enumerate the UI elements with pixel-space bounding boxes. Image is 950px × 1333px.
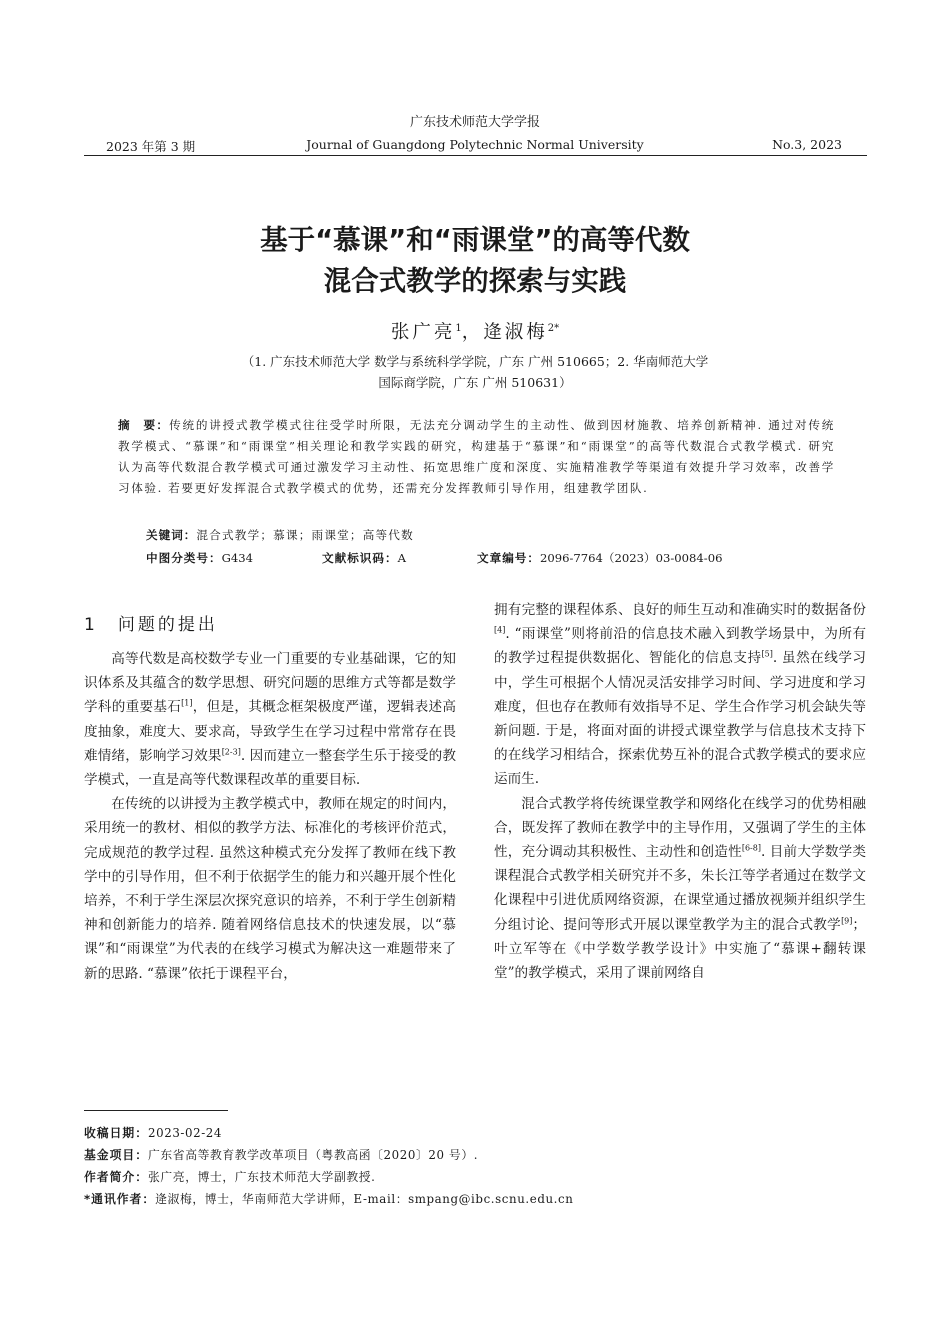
paragraph: 在传统的以讲授为主教学模式中，教师在规定的时间内，采用统一的教材、相似的教学方法、标准化的考核评价范式，完成规范的教学过程. 虽然这种模式充分发挥了教师在线下教学中的引导作用，但不利于依据学生的能力和兴趣开展个性化培养，不利于学生深层次探究意识的培养，不利于学生创新精神和创新能力的培养. 随着网络信息技术的快速发展，以“慕课”和“雨课堂”为代表的在线学习模式为解决这一难题带来了新的思路. “慕课”依托于课程平台， [84, 796, 456, 982]
citation: [5] [761, 649, 773, 659]
affiliations [0, 351, 950, 393]
footnote-funding [84, 1146, 478, 1163]
abstract-text: 传统的讲授式教学模式往往受学时所限，无法充分调动学生的主动性、做到因材施教、培养创新精神. 通过对传统教学模式、“慕课”和“雨课堂”相关理论和教学实践的研究，构建基于“慕课”和“雨课堂”的高等代数混合式教学模式. 研究认为高等代数混合教学模式可通过激发学习主动性、拓宽思维广度和深度、实施精准教学等渠道有效提升学习效率，改善学习体验. 若要更好发挥混合式教学模式的优势，还需充分发挥教师引导作用，组建教学团队. [118, 418, 835, 495]
citation: [2-3] [221, 747, 241, 757]
footnote-value: 张广亮，博士，广东技术师范大学副教授. [148, 1170, 376, 1184]
header-rule [84, 155, 867, 156]
text-run: ，但是，其概念框架极度严谨，逻辑表述高度抽象，难度大、要求高，导致学生在学习过程中常常存在畏难情绪，影响学习效果 [84, 699, 457, 764]
citation: [6-8] [741, 843, 761, 853]
footnote-author-bio [84, 1168, 376, 1185]
author-2-sup: 2* [547, 322, 560, 334]
clc-value: G434 [221, 551, 253, 565]
footnote-label: 基金项目： [84, 1148, 148, 1162]
left-column [84, 647, 456, 986]
author-separator: ， [461, 322, 484, 343]
author-2: 逄淑梅 [483, 322, 548, 343]
art-label: 文章编号： [477, 551, 540, 565]
authors [0, 318, 950, 344]
citation: [9] [841, 916, 853, 926]
footnote-value: 广东省高等教育教学改革项目（粤教高函〔2020〕20 号）. [148, 1148, 479, 1162]
journal-name-header: 广东技术师范大学学报 [409, 115, 540, 130]
section-heading: 1 问题的提出 [84, 615, 218, 635]
keywords [146, 527, 414, 543]
doc-value: A [397, 551, 406, 565]
abstract-label: 摘 要： [118, 418, 170, 432]
paragraph [84, 647, 456, 792]
paragraph [494, 598, 866, 792]
clc-number [146, 550, 253, 566]
footnote-label: 收稿日期： [84, 1126, 148, 1140]
doc-label: 文献标识码： [322, 551, 398, 565]
author-1: 张广亮 [390, 322, 456, 343]
article-title [0, 220, 950, 302]
keywords-label: 关键词： [146, 528, 197, 542]
author-1-sup: 1 [455, 322, 462, 334]
document-code [322, 550, 406, 566]
text-run: ；叶立军等在《中学数学教学设计》中实施了“慕课+翻转课堂”的教学模式，采用了课前网络自 [494, 916, 866, 982]
affiliation-line-1: （1. 广东技术师范大学 数学与系统科学学院，广东 广州 510665；2. 华南师范大学 [241, 354, 709, 369]
paragraph [494, 792, 866, 986]
footnote-label: 作者简介： [84, 1170, 148, 1184]
footnote-label: *通讯作者： [84, 1192, 156, 1206]
title-line-2: 混合式教学的探索与实践 [323, 265, 627, 297]
citation: [1] [181, 698, 193, 708]
art-value: 2096-7764（2023）03-0084-06 [539, 551, 723, 565]
right-column [494, 598, 866, 985]
abstract [118, 415, 835, 499]
footnote-rule [84, 1110, 228, 1111]
text-run: . 因而建立一整套学生乐于接受的教学模式，一直是高等代数课程改革的重要目标. [84, 747, 456, 789]
keywords-text: 混合式教学；慕课；雨课堂；高等代数 [196, 528, 414, 542]
text-run: . 目前大学数学类课程混合式教学相关研究并不多，朱长江等学者通过在数学文化课程中引进优质网络资源，在课堂通过播放视频并组织学生分组讨论、提问等形式开展以课堂教学为主的混合式教学 [494, 844, 866, 933]
footnote-value: 逄淑梅，博士，华南师范大学讲师，E-mail：smpang@ibc.scnu.edu.cn [155, 1192, 574, 1206]
issue-en: No.3, 2023 [772, 137, 842, 152]
clc-label: 中图分类号： [146, 551, 222, 565]
text-run: 高等代数是高校数学专业一门重要的专业基础课，它的知识体系及其蕴含的数学思想、研究问题的思维方式等都是数学学科的重要基石 [84, 651, 456, 716]
article-number [477, 550, 722, 566]
issue-cn: 2023 年第 3 期 [106, 139, 196, 154]
journal-en: Journal of Guangdong Polytechnic Normal University [306, 137, 644, 152]
text-run: . 虽然在线学习中，学生可根据个人情况灵活安排学习时间、学习进度和学习难度，但也存在教师有效指导不足、学生合作学习机会缺失等新问题. 于是，将面对面的讲授式课堂教学与信息技术支持下的在线学习相结合，探索优势互补的混合式教学模式的要求应运而生. [494, 650, 866, 788]
text-run: 拥有完整的课程体系、良好的师生互动和准确实时的数据备份 [494, 602, 866, 618]
text-run: . “雨课堂”则将前沿的信息技术融入到教学场景中，为所有的教学过程提供数据化、智能化的信息支持 [494, 626, 866, 667]
footnote-received [84, 1124, 222, 1141]
citation: [4] [494, 625, 506, 635]
affiliation-line-2: 国际商学院，广东 广州 510631） [378, 375, 572, 390]
title-line-1: 基于“慕课”和“雨课堂”的高等代数 [260, 224, 690, 256]
footnote-corresponding [84, 1190, 573, 1207]
footnote-value: 2023-02-24 [148, 1126, 223, 1140]
text-run: 混合式教学将传统课堂教学和网络化在线学习的优势相融合，既发挥了教师在教学中的主导作用，又强调了学生的主体性，充分调动其积极性、主动性和创造性 [494, 795, 866, 861]
